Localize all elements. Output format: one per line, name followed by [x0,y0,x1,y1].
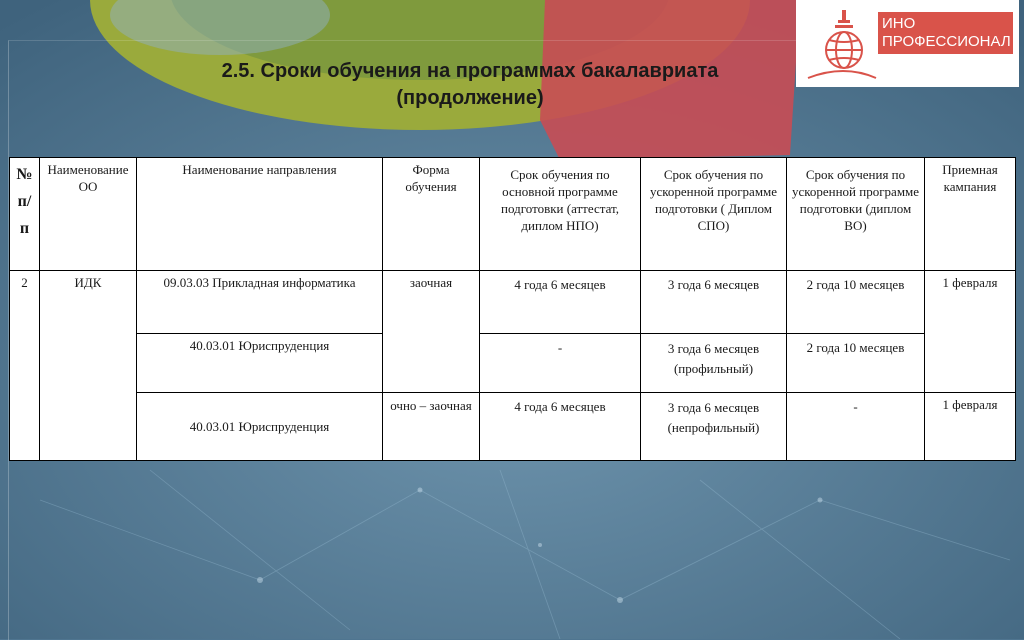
accel-vo-term-cell: 2 года 10 месяцев [787,271,925,334]
header-accel-spo-term: Срок обучения по ускоренной программе подготовки ( Диплом СПО) [641,158,787,271]
logo-text [878,12,1013,54]
form-cell: заочная [383,271,480,393]
accel-spo-term-cell: 3 года 6 месяцев (непрофильный) [641,393,787,461]
basic-term-cell: - [480,334,641,393]
table-row [10,393,1016,461]
org-name: ИДК [40,271,137,461]
form-cell: очно – заочная [383,393,480,461]
logo [796,0,1019,87]
direction-cell: 40.03.01 Юриспруденция [137,393,383,461]
slide-title [150,58,790,112]
logo-line-1: ИНО [882,15,916,32]
basic-term-cell: 4 года 6 месяцев [480,393,641,461]
globe-logo-icon [804,4,880,84]
accel-vo-term-cell: 2 года 10 месяцев [787,334,925,393]
accel-vo-term-cell: - [787,393,925,461]
table-row [10,334,1016,393]
header-basic-term: Срок обучения по основной программе подготовки (аттестат, диплом НПО) [480,158,641,271]
title-line-2: (продолжение) [396,87,544,109]
table-row [10,271,1016,334]
title-line-1: 2.5. Сроки обучения на программах бакалавриата [221,60,719,82]
table-header-row [10,158,1016,271]
admission-cell: 1 февраля [925,393,1016,461]
header-num: № п/п [10,158,40,271]
programs-table [9,157,1016,461]
admission-cell: 1 февраля [925,271,1016,393]
accel-spo-term-cell: 3 года 6 месяцев [641,271,787,334]
direction-cell: 09.03.03 Прикладная информатика [137,271,383,334]
header-form: Форма обучения [383,158,480,271]
row-number: 2 [10,271,40,461]
direction-cell: 40.03.01 Юриспруденция [137,334,383,393]
basic-term-cell: 4 года 6 месяцев [480,271,641,334]
header-direction: Наименование направления [137,158,383,271]
header-admission: Приемная кампания [925,158,1016,271]
header-accel-vo-term: Срок обучения по ускоренной программе подготовки (диплом ВО) [787,158,925,271]
header-org: Наименование ОО [40,158,137,271]
accel-spo-term-cell: 3 года 6 месяцев (профильный) [641,334,787,393]
logo-line-2: ПРОФЕССИОНАЛ [882,33,1011,50]
